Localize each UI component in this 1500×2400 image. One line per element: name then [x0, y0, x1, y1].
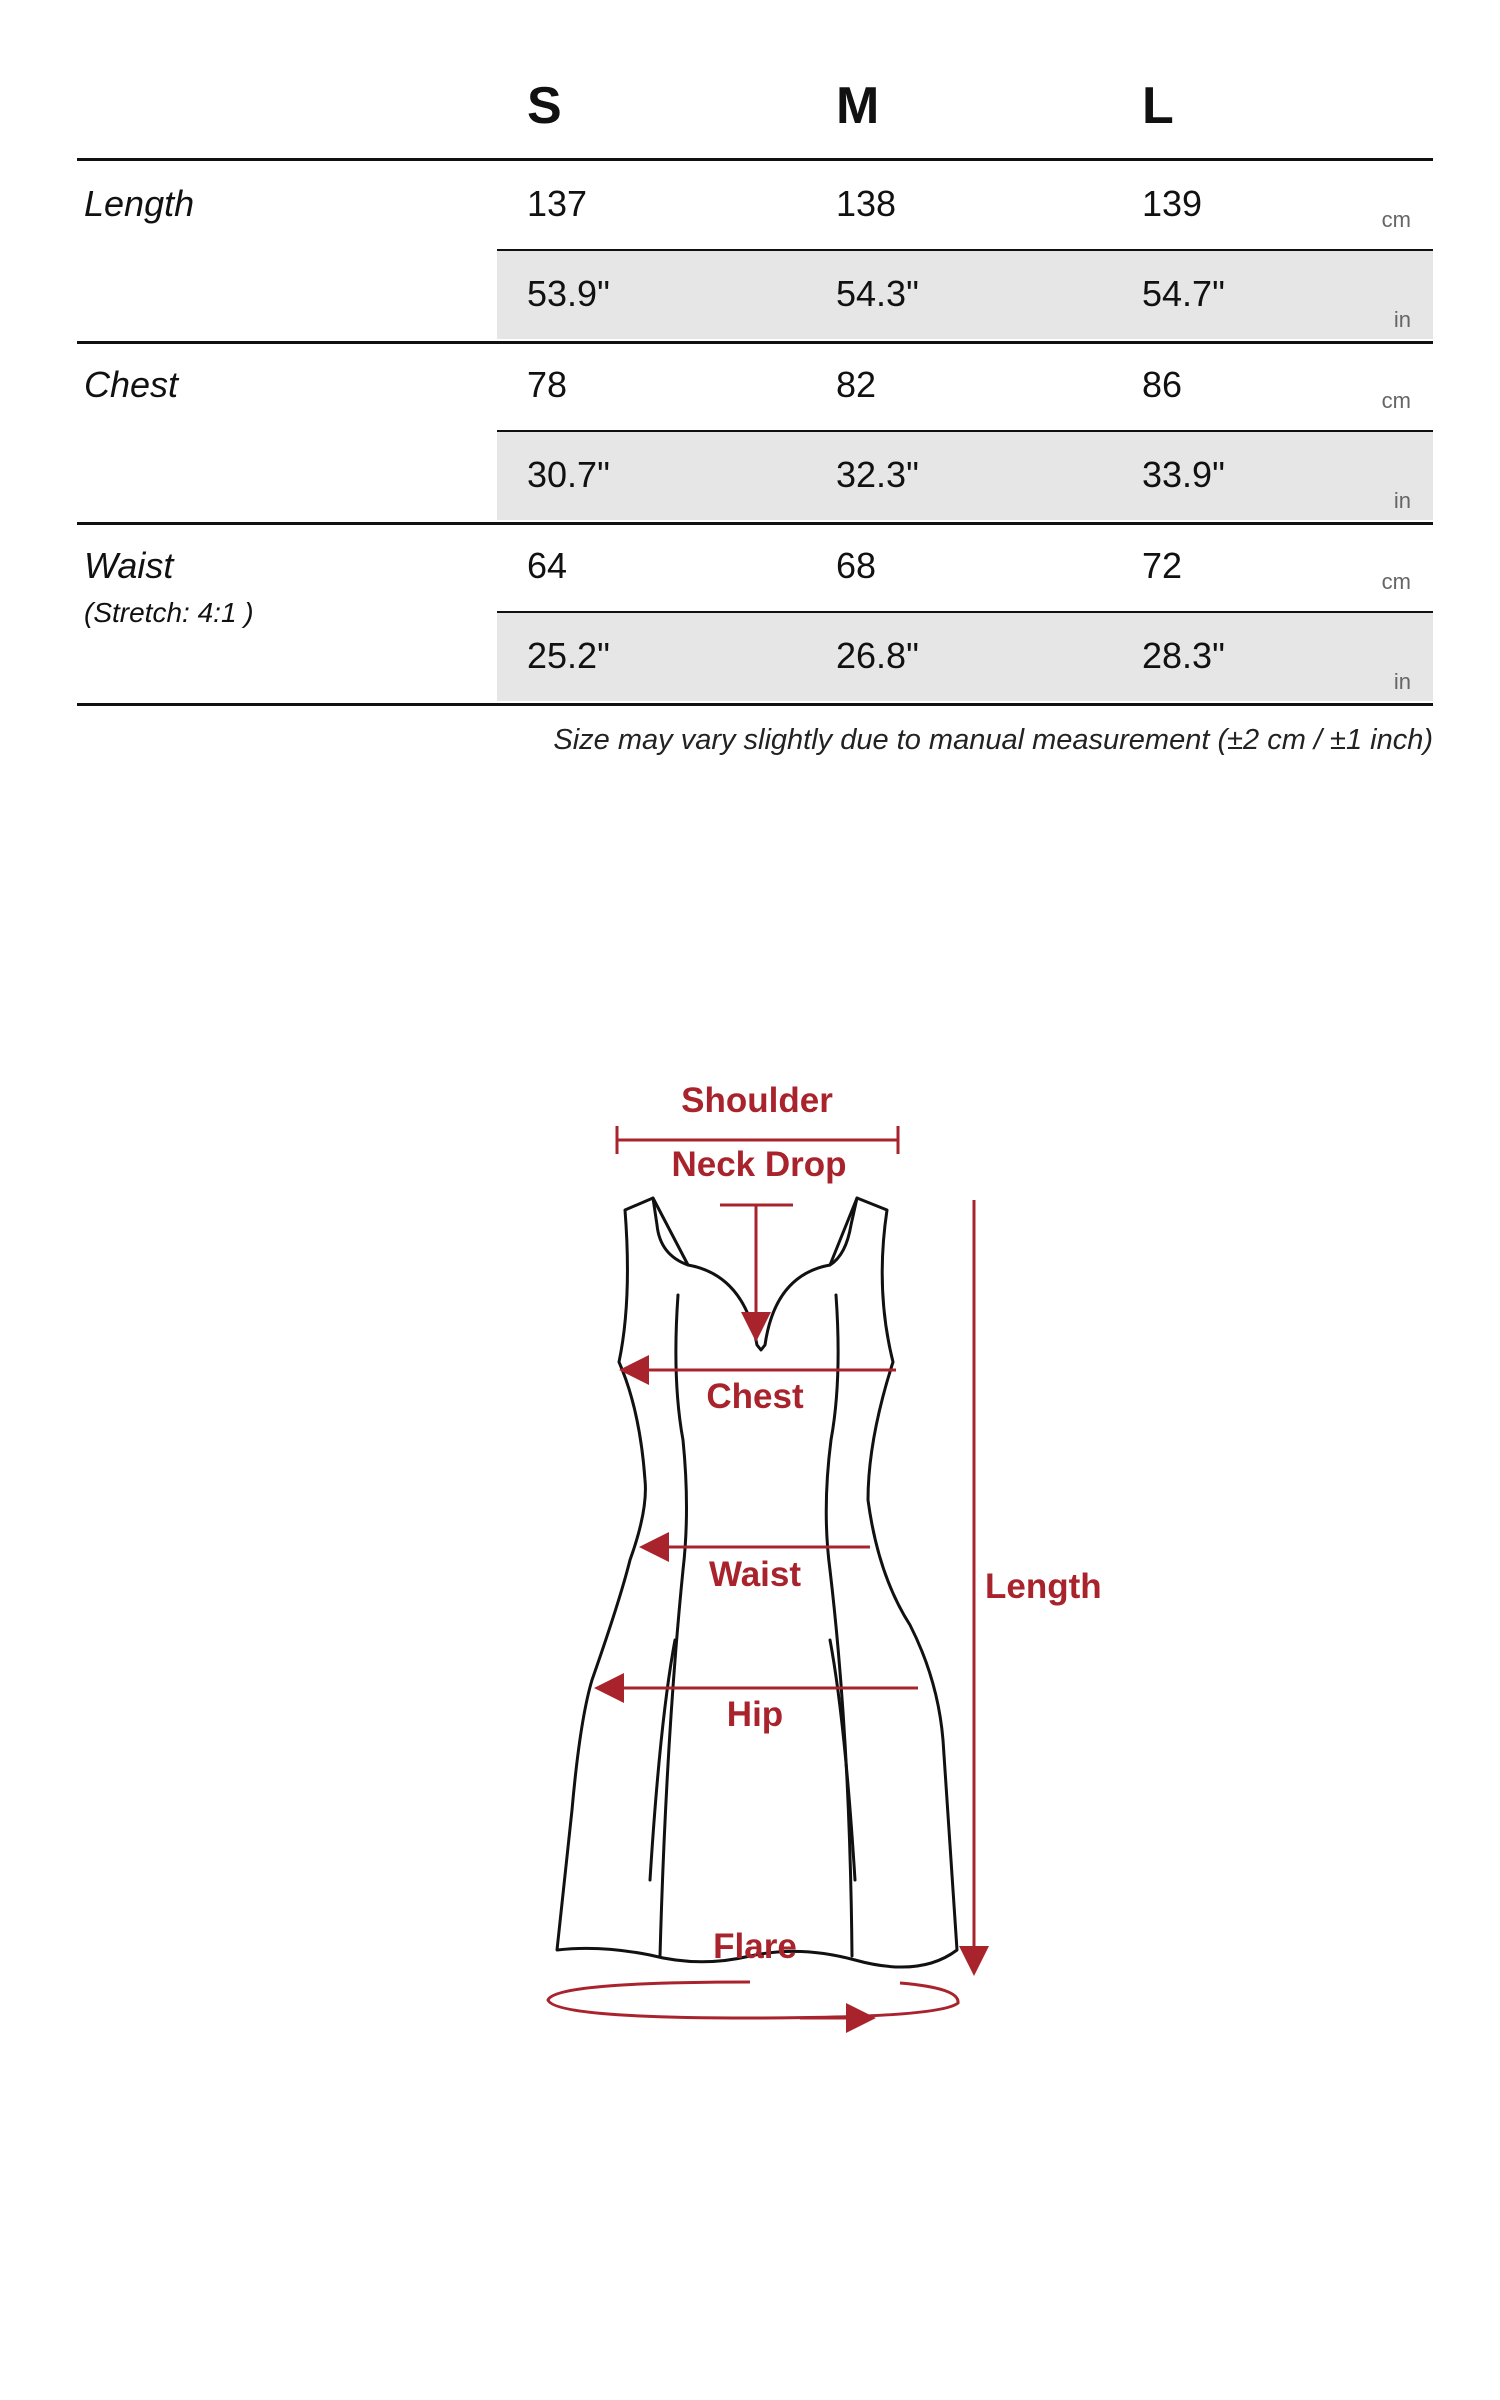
cm-value-l: 139	[1142, 183, 1203, 224]
hip-label: Hip	[726, 1695, 784, 1734]
unit-in: in	[1393, 488, 1411, 513]
size-header-l: L	[1142, 77, 1174, 135]
size-header-m: M	[836, 77, 880, 135]
cm-value-s: 137	[527, 183, 588, 224]
measurement-disclaimer: Size may vary slightly due to manual measurement (±2 cm / ±1 inch)	[553, 724, 1433, 756]
cm-value-s: 78	[527, 364, 568, 405]
measurement-label: Length	[84, 183, 195, 224]
chest-label: Chest	[706, 1377, 804, 1416]
unit-in: in	[1393, 307, 1411, 332]
inch-value-s: 25.2"	[527, 635, 610, 676]
cm-value-m: 138	[836, 183, 897, 224]
inch-value-l: 33.9"	[1142, 454, 1225, 495]
inch-value-l: 54.7"	[1142, 273, 1225, 314]
length-label: Length	[985, 1567, 1102, 1606]
cm-value-m: 82	[836, 364, 877, 405]
measurement-note: (Stretch: 4:1 )	[84, 597, 254, 628]
inch-value-l: 28.3"	[1142, 635, 1225, 676]
measurement-label: Waist	[84, 545, 174, 586]
waist-label: Waist	[708, 1555, 802, 1594]
shoulder-label: Shoulder	[681, 1081, 833, 1120]
inch-value-m: 26.8"	[836, 635, 919, 676]
neck-drop-measure	[720, 1205, 793, 1336]
inch-value-m: 32.3"	[836, 454, 919, 495]
cm-value-l: 72	[1142, 545, 1183, 586]
unit-cm: cm	[1381, 207, 1411, 232]
size-header-s: S	[527, 77, 562, 135]
flare-label: Flare	[713, 1927, 797, 1966]
neck-drop-label: Neck Drop	[671, 1145, 847, 1184]
unit-in: in	[1393, 669, 1411, 694]
flare-measure	[548, 1982, 958, 2018]
cm-value-m: 68	[836, 545, 877, 586]
cm-value-l: 86	[1142, 364, 1183, 405]
inch-value-s: 30.7"	[527, 454, 610, 495]
unit-cm: cm	[1381, 388, 1411, 413]
inch-value-m: 54.3"	[836, 273, 919, 314]
inch-value-s: 53.9"	[527, 273, 610, 314]
measurement-label: Chest	[84, 364, 179, 405]
cm-value-s: 64	[527, 545, 568, 586]
unit-cm: cm	[1381, 569, 1411, 594]
